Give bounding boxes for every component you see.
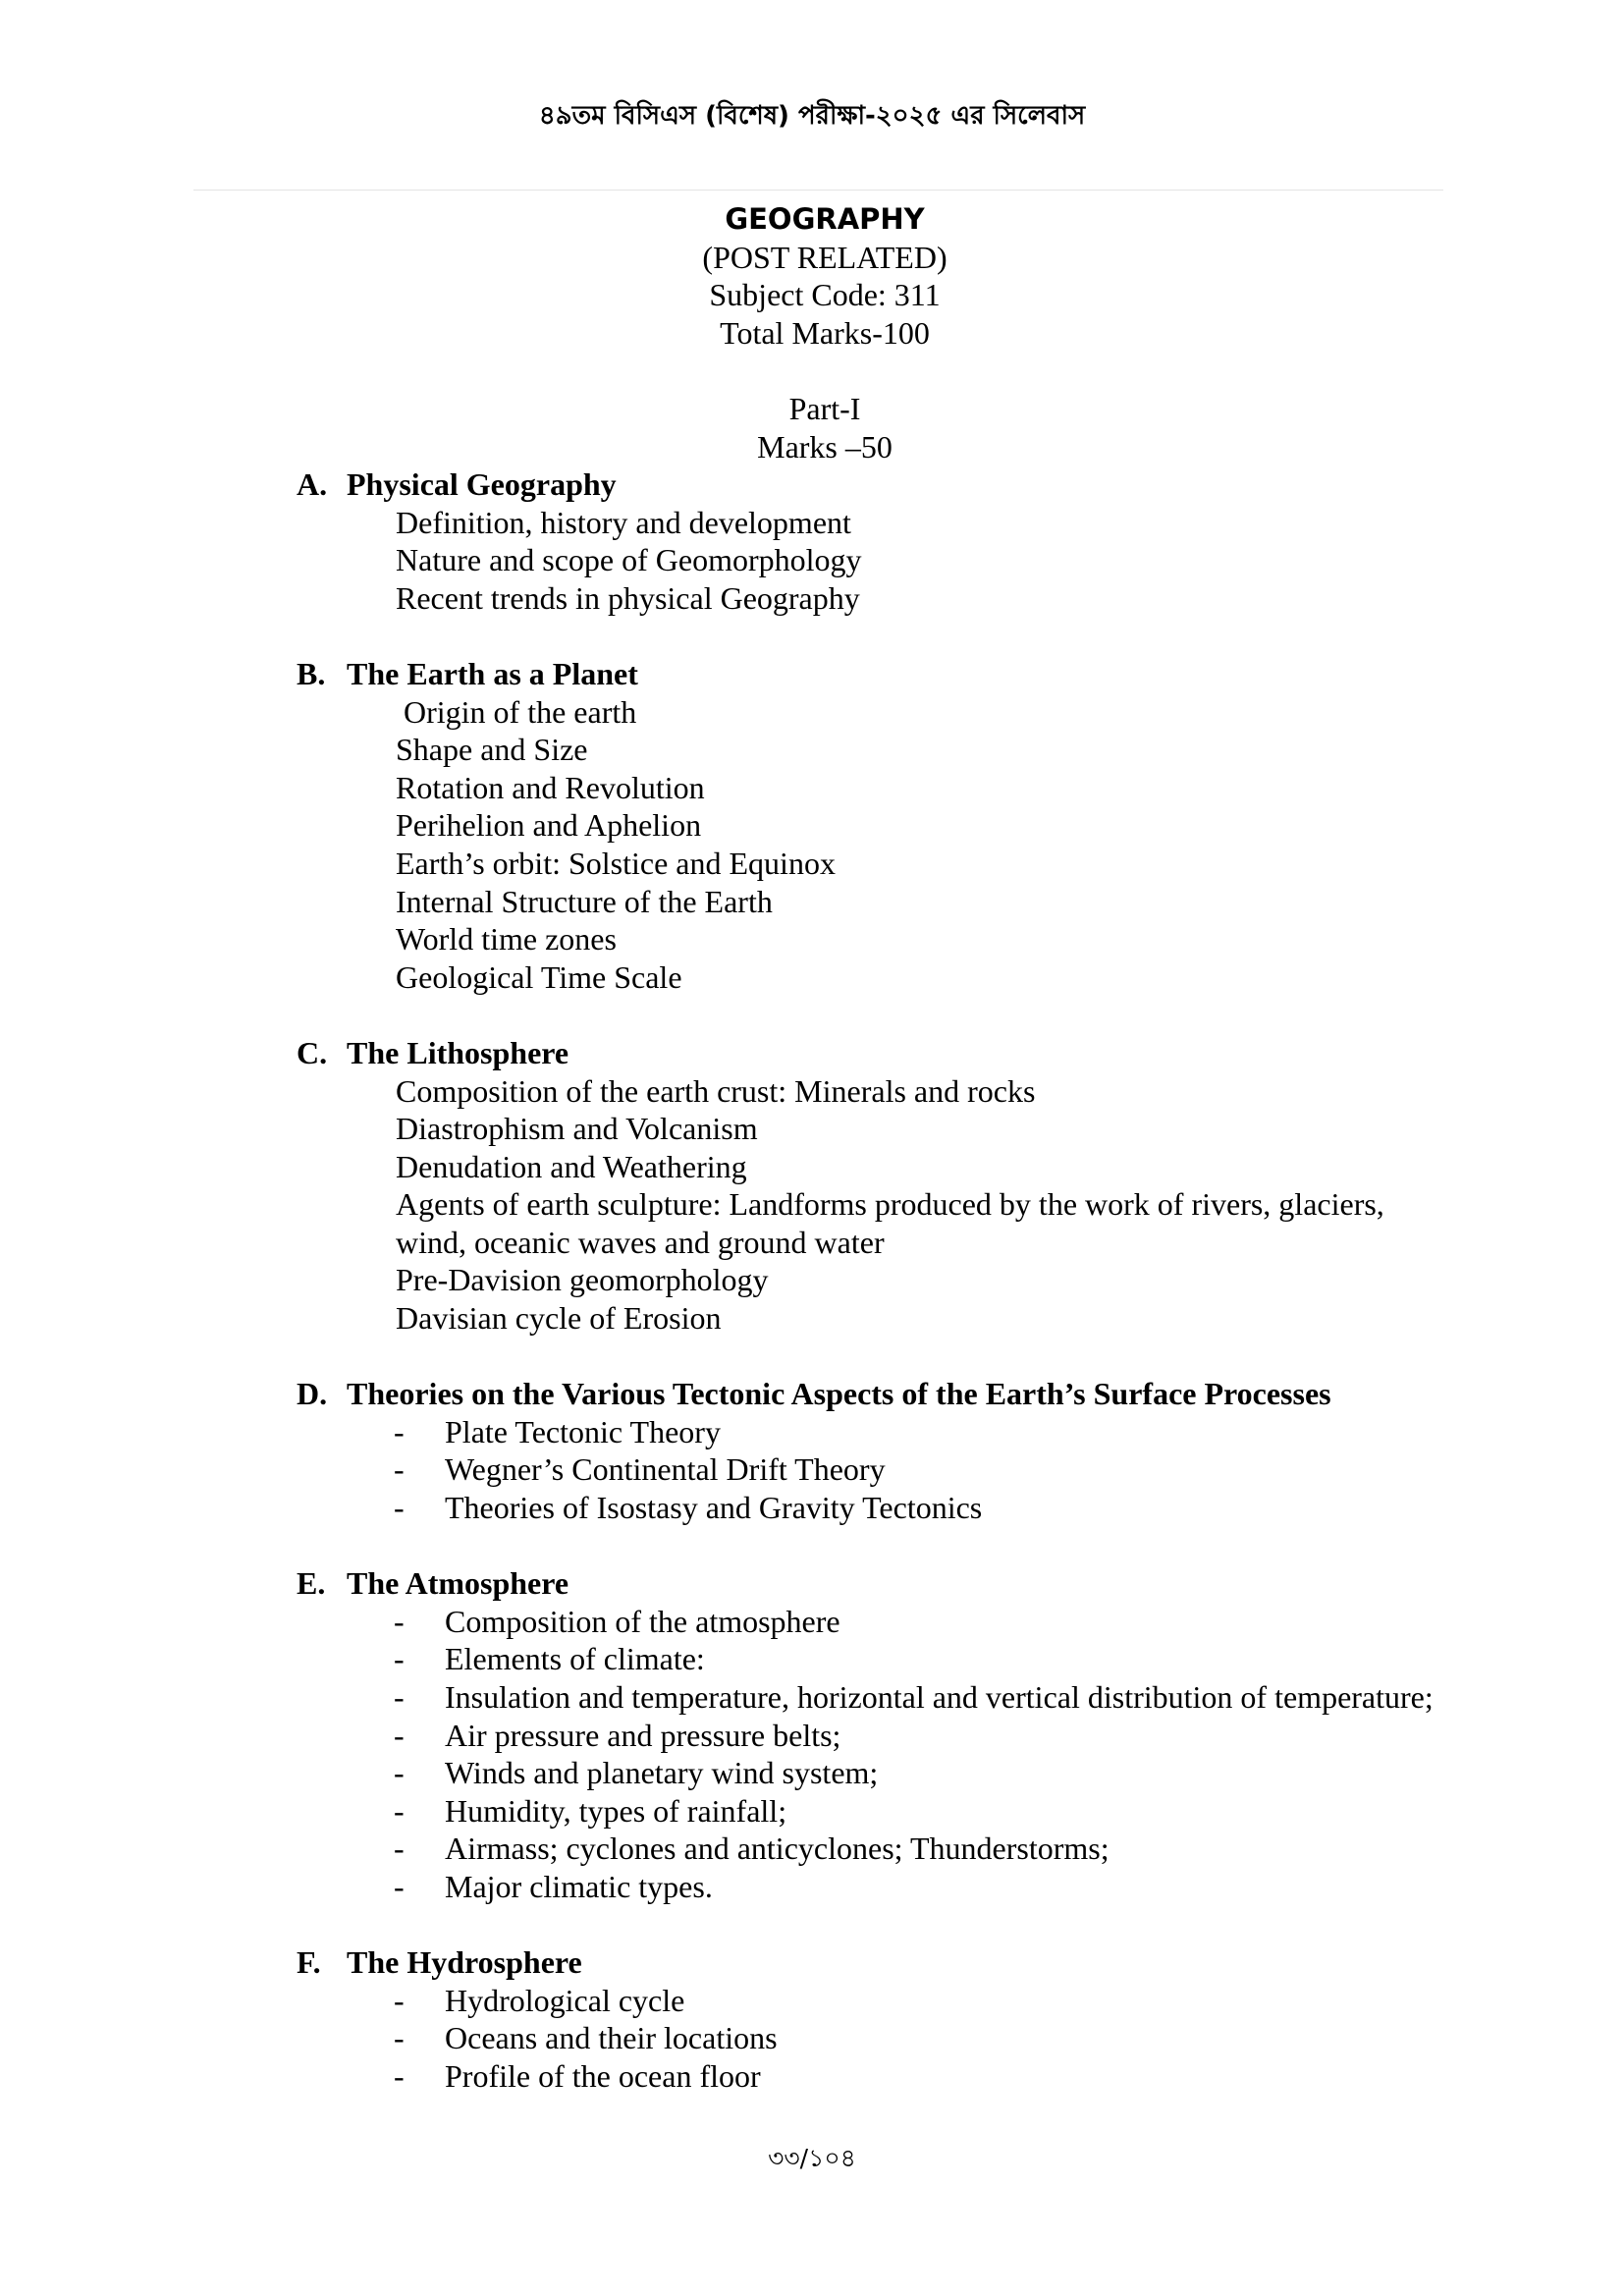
bullet-text: Winds and planetary wind system; xyxy=(445,1755,879,1791)
bullet-item xyxy=(0,1640,1456,1678)
bullet-text: Air pressure and pressure belts; xyxy=(445,1717,841,1753)
bullet-item xyxy=(0,1489,1456,1527)
section-title: Physical Geography xyxy=(347,466,617,502)
dash-marker: - xyxy=(394,1641,405,1677)
title-spacer xyxy=(0,352,1624,390)
bullet-item xyxy=(0,1754,1456,1792)
topic-item: Origin of the earth xyxy=(396,693,637,730)
section-heading xyxy=(0,1034,1624,1072)
topic-item: Geological Time Scale xyxy=(396,958,682,995)
subject-code: Subject Code: 311 xyxy=(709,277,941,313)
bullet-item xyxy=(0,2057,1456,2096)
section-hydrosphere xyxy=(0,1943,1624,2095)
page-number: ৩৩/১০৪ xyxy=(768,2144,856,2172)
bullet-item xyxy=(0,1792,1456,1831)
bullet-text: Theories of Isostasy and Gravity Tectonics xyxy=(445,1490,983,1526)
section-physical-geography xyxy=(0,465,1624,617)
topic-item: Shape and Size xyxy=(396,732,588,768)
section-letter: F. xyxy=(297,1944,321,1981)
topic-item: Davisian cycle of Erosion xyxy=(396,1300,722,1337)
dash-marker: - xyxy=(394,1413,405,1449)
title-block xyxy=(0,200,1624,465)
dash-marker: - xyxy=(394,1831,405,1867)
topic-item: Definition, history and development xyxy=(396,504,851,540)
dash-marker: - xyxy=(394,1792,405,1829)
topic-item: Pre-Davision geomorphology xyxy=(396,1262,769,1298)
part-marks: Marks –50 xyxy=(757,428,893,465)
bullet-text: Airmass; cyclones and anticyclones; Thunderstorms; xyxy=(445,1831,1110,1867)
section-title: The Earth as a Planet xyxy=(347,655,638,691)
section-letter: E. xyxy=(297,1565,326,1602)
bullet-text: Elements of climate: xyxy=(445,1641,705,1677)
dash-marker: - xyxy=(394,1868,405,1904)
dash-marker: - xyxy=(394,1490,405,1526)
section-tectonic-theories xyxy=(0,1375,1624,1526)
bullet-text: Hydrological cycle xyxy=(445,1982,685,2018)
bullet-item xyxy=(0,1413,1456,1451)
section-title: The Hydrosphere xyxy=(347,1944,582,1981)
bullet-text: Oceans and their locations xyxy=(445,2020,778,2056)
section-letter: A. xyxy=(297,466,328,502)
total-marks: Total Marks-100 xyxy=(720,314,930,351)
bullet-item xyxy=(0,1717,1456,1755)
bullet-text: Profile of the ocean floor xyxy=(445,2057,761,2094)
bullet-item xyxy=(0,1603,1456,1641)
section-heading xyxy=(0,465,1624,504)
bullet-text: Humidity, types of rainfall; xyxy=(445,1792,787,1829)
subject-title: GEOGRAPHY xyxy=(725,202,925,236)
bullet-item xyxy=(0,1450,1456,1489)
section-earth-as-planet xyxy=(0,655,1624,996)
topic-item: Rotation and Revolution xyxy=(396,769,705,805)
section-letter: C. xyxy=(297,1034,328,1070)
bullet-item xyxy=(0,1982,1456,2020)
section-heading xyxy=(0,1564,1624,1603)
bullet-item xyxy=(0,1830,1456,1868)
topic-item: Agents of earth sculpture: Landforms produced by the work of rivers, glaciers, wind, oceanic waves and ground water xyxy=(396,1186,1384,1260)
part-label: Part-I xyxy=(788,390,861,426)
topic-item: Nature and scope of Geomorphology xyxy=(396,542,862,578)
bullet-item xyxy=(0,1678,1456,1717)
section-title: The Atmosphere xyxy=(347,1565,569,1602)
topic-item: Recent trends in physical Geography xyxy=(396,579,860,616)
subject-category: (POST RELATED) xyxy=(702,239,947,275)
section-heading xyxy=(0,655,1624,693)
bullet-text: Major climatic types. xyxy=(445,1868,713,1904)
dash-marker: - xyxy=(394,2057,405,2094)
section-atmosphere xyxy=(0,1564,1624,1905)
section-title: Theories on the Various Tectonic Aspects of the Earth’s Surface Processes xyxy=(347,1376,1331,1412)
bullet-text: Composition of the atmosphere xyxy=(445,1603,840,1639)
dash-marker: - xyxy=(394,1717,405,1753)
dash-marker: - xyxy=(394,2020,405,2056)
bullet-item xyxy=(0,2019,1456,2057)
section-letter: B. xyxy=(297,655,326,691)
section-lithosphere xyxy=(0,1034,1624,1338)
section-heading xyxy=(0,1943,1624,1982)
section-title: The Lithosphere xyxy=(347,1034,569,1070)
topic-item: Composition of the earth crust: Minerals and rocks xyxy=(396,1072,1036,1109)
bullet-text: Plate Tectonic Theory xyxy=(445,1413,721,1449)
header-divider xyxy=(193,190,1443,191)
bullet-text: Wegner’s Continental Drift Theory xyxy=(445,1451,886,1488)
bullet-text: Insulation and temperature, horizontal and vertical distribution of temperature; xyxy=(445,1679,1434,1715)
dash-marker: - xyxy=(394,1755,405,1791)
topic-item: Internal Structure of the Earth xyxy=(396,883,773,919)
syllabus-content xyxy=(0,465,1624,2133)
bullet-item xyxy=(0,1868,1456,1906)
dash-marker: - xyxy=(394,1451,405,1488)
topic-item: Denudation and Weathering xyxy=(396,1148,747,1184)
dash-marker: - xyxy=(394,1679,405,1715)
dash-marker: - xyxy=(394,1982,405,2018)
topic-item: Earth’s orbit: Solstice and Equinox xyxy=(396,845,836,881)
running-header: ৪৯তম বিসিএস (বিশেষ) পরীক্ষা-২০২৫ এর সিলেবাস xyxy=(538,101,1086,131)
dash-marker: - xyxy=(394,1603,405,1639)
section-heading xyxy=(0,1375,1624,1413)
topic-item: Diastrophism and Volcanism xyxy=(396,1111,758,1147)
section-letter: D. xyxy=(297,1376,328,1412)
topic-item: Perihelion and Aphelion xyxy=(396,807,702,844)
topic-item: World time zones xyxy=(396,921,617,957)
